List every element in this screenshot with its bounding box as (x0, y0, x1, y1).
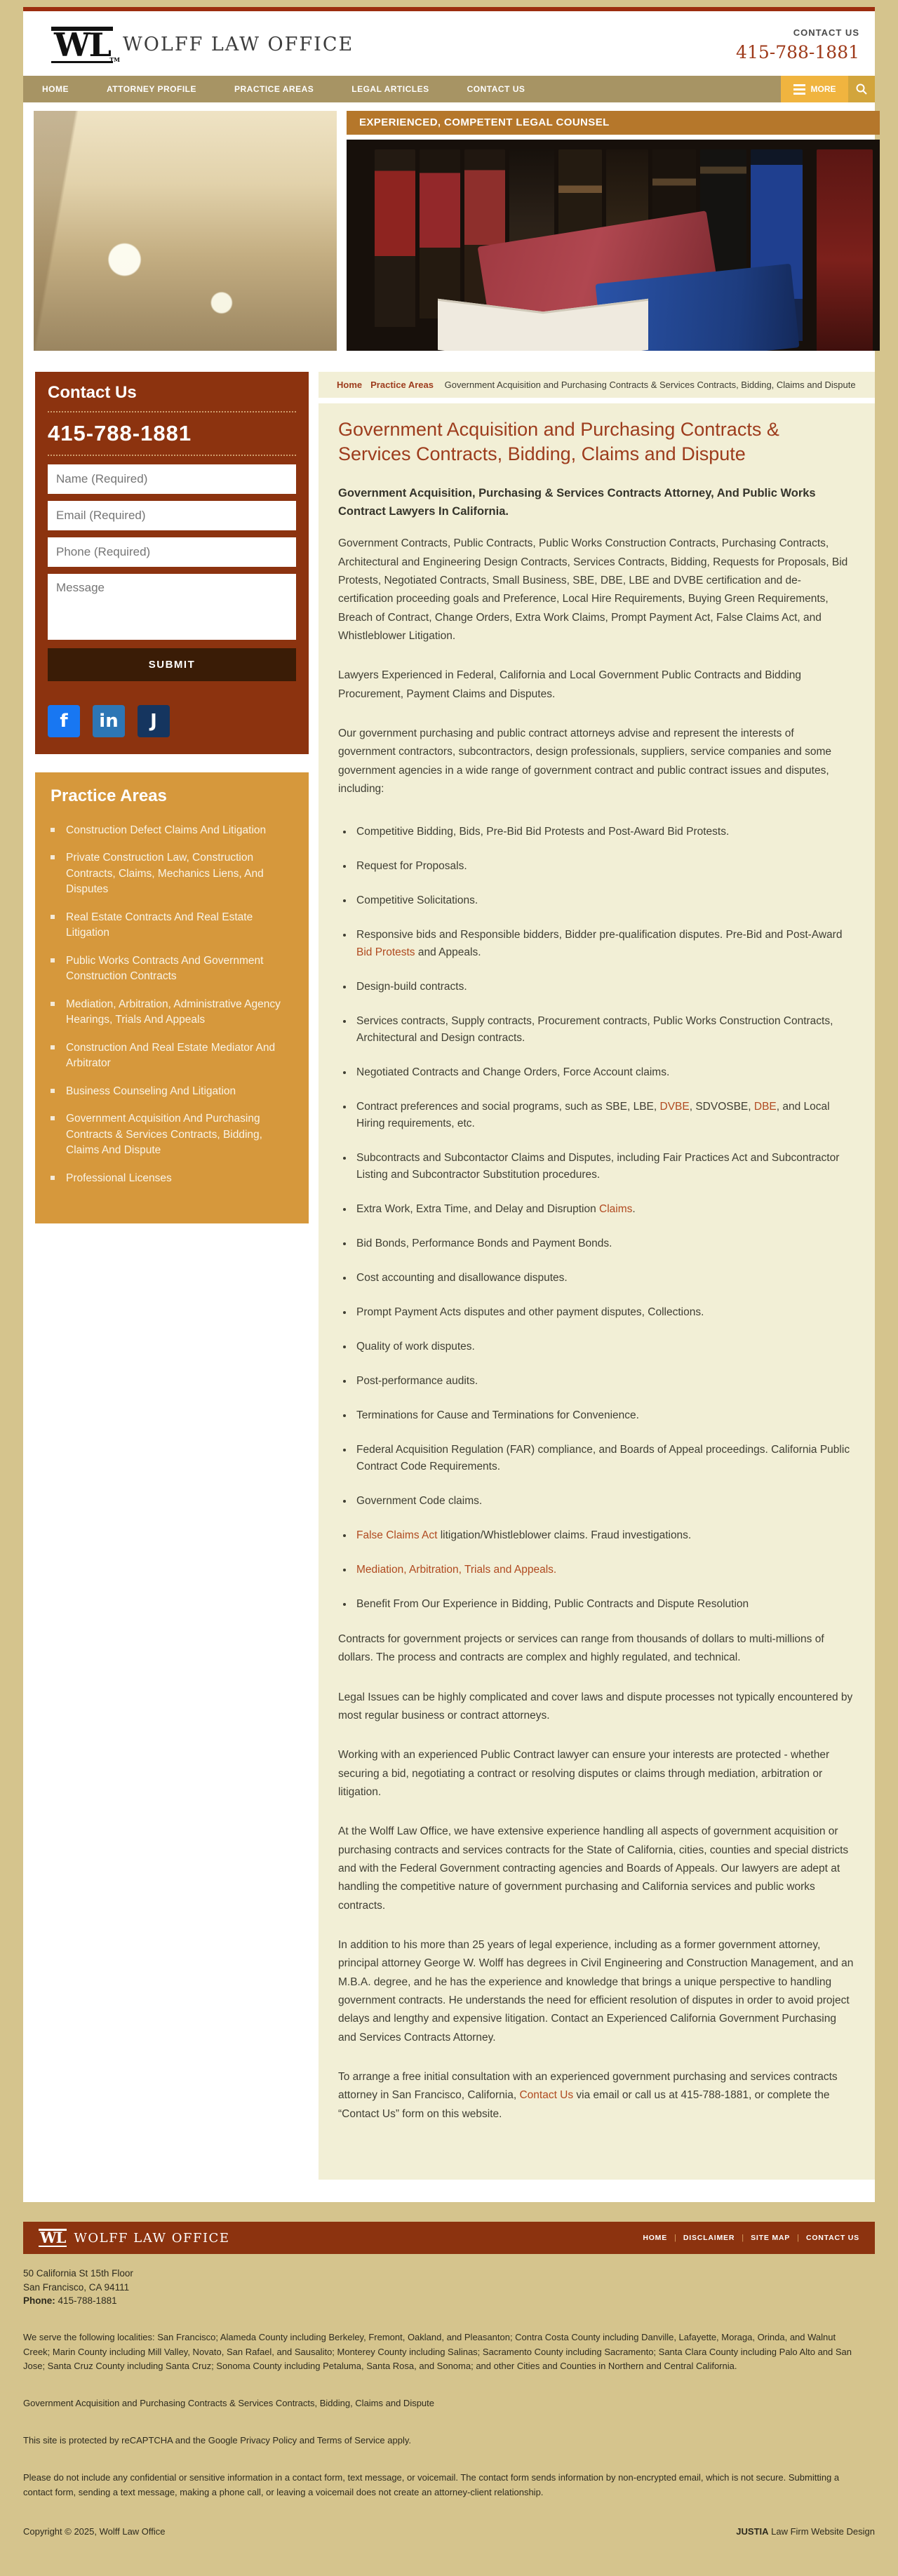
text-segment: Contract preferences and social programs, such as SBE, LBE, (356, 1100, 660, 1113)
practice-areas-box (35, 772, 309, 1223)
linkedin-icon[interactable]: in (93, 705, 125, 737)
practice-areas-title: Practice Areas (51, 786, 167, 805)
text-segment: Benefit From Our Experience in Bidding, Public Contracts and Dispute Resolution (356, 1597, 749, 1610)
recaptcha-notice: This site is protected by reCAPTCHA and the Google Privacy Policy and Terms of Service apply. (23, 2434, 411, 2446)
service-bullet-item (354, 1442, 854, 1475)
body-paragraph (338, 2068, 854, 2124)
footer-logo-monogram: WL (40, 2229, 66, 2247)
text-segment: At the Wolff Law Office, we have extensive experience handling all aspects of government acquisition or purchasing contracts and services contracts for the State of California, cities, counties and special districts and with the Federal Government contracting agencies and Boards of Appeals. Our lawyers are adept at handling the competitive nature of government purchasing and California services and public works contracts. (338, 1825, 849, 1912)
open-book (438, 300, 648, 351)
text-segment: Extra Work, Extra Time, and Delay and Disruption (356, 1202, 600, 1215)
footer-text (23, 2330, 875, 2500)
text-segment: Contracts for government projects or services can range from thousands of dollars to multi-millions of dollars. The process and contracts are complex and highly regulated, and technical. (338, 1632, 824, 1664)
search-button[interactable] (848, 76, 875, 102)
contact-box (35, 372, 309, 754)
inline-text-link[interactable]: Contact Us (519, 2089, 574, 2102)
inline-text-link[interactable]: False Claims Act (356, 1529, 438, 1541)
facebook-icon[interactable]: f (48, 705, 80, 737)
service-bullet-item (354, 927, 854, 960)
breadcrumb-link-home[interactable]: Home (337, 380, 363, 390)
body-paragraph (338, 1630, 854, 1668)
body-paragraph (338, 1689, 854, 1726)
service-bullet-item (354, 1150, 854, 1183)
text-segment: Bid Bonds, Performance Bonds and Payment Bonds. (356, 1237, 612, 1249)
text-segment: Request for Proposals. (356, 860, 467, 873)
inline-text-link[interactable]: DVBE (659, 1100, 690, 1113)
body-paragraph (338, 1746, 854, 1802)
header-phone-number[interactable]: 415-788-1881 (736, 42, 859, 62)
practice-area-link[interactable]: Construction And Real Estate Mediator And Arbitrator (51, 1040, 293, 1072)
nav-item-attorney-profile[interactable]: ATTORNEY PROFILE (107, 84, 197, 94)
divider (48, 411, 296, 412)
text-segment: Design-build contracts. (356, 980, 467, 993)
service-bullet-item (354, 1339, 854, 1355)
courthouse-photo (34, 111, 337, 351)
service-bullet-item (354, 979, 854, 995)
service-bullet-item (354, 1064, 854, 1081)
breadcrumb-links (337, 380, 442, 390)
footer-link-separator: | (674, 2234, 676, 2243)
page-subtitle: Government Acquisition, Purchasing & Services Contracts Attorney, And Public Works Contract Lawyers In California. (338, 487, 816, 518)
footer-link-separator: | (797, 2234, 799, 2243)
nav-spacer (544, 76, 781, 102)
inline-text-link[interactable]: Mediation, Arbitration, Trials and Appeals. (356, 1563, 557, 1576)
practice-area-link[interactable]: Construction Defect Claims And Litigation (51, 823, 293, 838)
more-menu-button[interactable] (781, 76, 848, 102)
practice-areas-list (51, 823, 293, 1186)
practice-area-link[interactable]: Real Estate Contracts And Real Estate Litigation (51, 910, 293, 941)
social-icons (48, 705, 296, 737)
service-bullet-item (354, 1235, 854, 1252)
text-segment: litigation/Whistleblower claims. Fraud investigations. (437, 1529, 692, 1541)
intro-paragraphs (338, 535, 854, 798)
practice-area-link[interactable]: Public Works Contracts And Government Construction Contracts (51, 953, 293, 985)
practice-area-link[interactable]: Private Construction Law, Construction Contracts, Claims, Mechanics Liens, And Disputes (51, 850, 293, 897)
hero-section (23, 102, 875, 361)
nav-item-home[interactable]: HOME (42, 84, 69, 94)
body-paragraph: Lawyers Experienced in Federal, California and Local Government Public Contracts and Bidding Procurement, Payment Claims and Disputes. (338, 669, 801, 700)
text-segment: Post-performance audits. (356, 1374, 478, 1387)
email-field[interactable] (48, 501, 296, 530)
footer-logo[interactable] (39, 2229, 229, 2247)
text-segment: Competitive Bidding, Bids, Pre-Bid Bid Protests and Post-Award Bid Protests. (356, 826, 730, 838)
text-segment: and Appeals. (415, 946, 481, 958)
services-bullet-list (354, 824, 854, 1612)
hero-right-column (347, 111, 880, 351)
practice-area-link[interactable]: Mediation, Arbitration, Administrative Agency Hearings, Trials And Appeals (51, 997, 293, 1028)
service-bullet-item (354, 1270, 854, 1287)
footer-phone-number[interactable]: 415-788-1881 (58, 2295, 117, 2307)
body-paragraph (338, 1823, 854, 1915)
text-segment: via email or call us at 415-788-1881, or complete the “Contact Us” form on this website. (338, 2089, 830, 2120)
service-bullet-item (354, 858, 854, 875)
text-segment: In addition to his more than 25 years of legal experience, including as a former government attorney, principal attorney George W. Wolff has degrees in Civil Engineering and Construction Management, and an M.B.A. degree, and he has the experience and knowledge that brings a unique perspective to handling government contracts. He understands the need for efficient resolution of disputes in order to avoid project delays and lengthy and expensive litigation. Contact an Experienced California Government Purchasing and Services Contracts Attorney. (338, 1938, 854, 2044)
text-segment: , SDVOSBE, (689, 1100, 754, 1113)
address-phone-line (23, 2294, 875, 2308)
service-bullet-item (354, 1493, 854, 1510)
text-segment: Legal Issues can be highly complicated and cover laws and dispute processes not typically encountered by most regular business or contract attorneys. (338, 1691, 853, 1722)
text-segment: Working with an experienced Public Contract lawyer can ensure your interests are protected - whether securing a bid, negotiating a contract or resolving disputes or claims through mediation, arbitration or litigation. (338, 1749, 830, 1798)
footer-link-site-map[interactable]: SITE MAP (751, 2234, 791, 2243)
text-segment: To arrange a free initial consultation with an experienced government purchasing and services contracts attorney in San Francisco, California, (338, 2071, 838, 2102)
header-contact (736, 27, 859, 62)
book-spine (817, 149, 873, 351)
service-bullet-item (354, 1527, 854, 1544)
breadcrumb-link-practice-areas[interactable]: Practice Areas (370, 380, 434, 390)
service-bullet-item (354, 1373, 854, 1390)
message-field[interactable] (48, 574, 296, 640)
nav-items (23, 76, 544, 102)
logo[interactable] (51, 27, 354, 63)
nav-item-contact-us[interactable]: CONTACT US (467, 84, 525, 94)
confidentiality-disclaimer: Please do not include any confidential or sensitive information in a contact form, text message, or voicemail. The contact form sends information by non-encrypted email, which is not secure. Submitting a contact form, sending a text message, making a phone call, or leaving a voicemail does not create an attorney-client relationship. (23, 2471, 840, 2497)
text-segment: Terminations for Cause and Terminations for Convenience. (356, 1409, 639, 1421)
text-segment: Federal Acquisition Regulation (FAR) compliance, and Boards of Appeal proceedings. California Public Contract Code Requirements. (356, 1443, 850, 1473)
main-content (319, 403, 875, 2180)
content-layout (23, 361, 875, 2202)
text-segment: Subcontracts and Subcontactor Claims and Disputes, including Fair Practices Act and Subcontractor Listing and Subcontractor Substitution procedures. (356, 1151, 840, 1181)
text-segment: Responsive bids and Responsible bidders, Bidder pre-qualification disputes. Pre-Bid and Post-Award (356, 929, 843, 941)
contact-box-title: Contact Us (48, 383, 137, 402)
service-bullet-item (354, 824, 854, 840)
service-bullet-item (354, 1596, 854, 1613)
page-title: Government Acquisition and Purchasing Contracts & Services Contracts, Bidding, Claims and Dispute (338, 419, 779, 465)
nav-item-practice-areas[interactable]: PRACTICE AREAS (234, 84, 314, 94)
text-segment: Negotiated Contracts and Change Orders, Force Account claims. (356, 1066, 670, 1078)
footer-practice-line: Government Acquisition and Purchasing Contracts & Services Contracts, Bidding, Claims and Dispute (23, 2398, 435, 2409)
book-spine (420, 149, 460, 318)
text-segment: Prompt Payment Acts disputes and other payment disputes, Collections. (356, 1306, 704, 1318)
more-label: MORE (810, 84, 836, 94)
footer-links (643, 2234, 859, 2242)
site-header (23, 11, 875, 76)
practice-area-link[interactable]: Professional Licenses (51, 1171, 293, 1186)
book-spine (375, 149, 415, 327)
contact-form (48, 464, 296, 640)
contact-us-label: CONTACT US (793, 27, 859, 38)
submit-button[interactable]: SUBMIT (48, 648, 296, 681)
body-paragraph: Our government purchasing and public contract attorneys advise and represent the interests of government contractors, subcontractors, design professionals, suppliers, service companies and some government agencies in a wide range of government contract and public contract issues and disputes, including: (338, 727, 832, 796)
text-segment: , and Local Hiring requirements, etc. (356, 1100, 830, 1129)
breadcrumb (319, 372, 875, 398)
trademark-symbol: TM (109, 56, 121, 63)
text-segment: Services contracts, Supply contracts, Procurement contracts, Public Works Construction Contracts, Architectural and Design contracts. (356, 1014, 833, 1044)
text-segment: Cost accounting and disallowance disputes. (356, 1271, 568, 1284)
logo-monogram: WL TM (51, 27, 113, 63)
address-line-1: 50 California St 15th Floor (23, 2268, 133, 2279)
justia-credit[interactable]: JUSTIA Law Firm Website Design (736, 2526, 875, 2537)
body-paragraph (338, 1936, 854, 2047)
law-books-photo (347, 140, 880, 351)
text-segment: . (632, 1202, 636, 1215)
service-bullet-item (354, 1201, 854, 1218)
service-bullet-item (354, 892, 854, 909)
contact-box-phone[interactable]: 415-788-1881 (48, 421, 192, 445)
text-segment: Quality of work disputes. (356, 1340, 475, 1353)
footer-link-contact-us[interactable]: CONTACT US (805, 2234, 859, 2243)
body-paragraph: Government Contracts, Public Contracts, Public Works Construction Contracts, Purchasing Contracts, Architectural and Engineering Design Contracts, Services Contracts, Bidding, Requests for Proposals, Bid Protests, Negotiated Contracts, Small Business, SBE, DBE, LBE and DVBE certification and de-certification proceeding goals and Preference, Local Hire Requirements, Buying Green Requirements, Breach of Contract, Change Orders, Extra Work Claims, Prompt Payment Act, False Claims Act, and Whistleblower Litigation. (338, 537, 848, 643)
search-icon (855, 83, 868, 95)
localities-paragraph: We serve the following localities: San Francisco; Alameda County including Berkeley, Fremont, Oakland, and Pleasanton; Contra Costa County including Danville, Lafayette, Moraga, Orinda, and Walnut Creek; Marin County including Mill Valley, Novato, San Rafael, and Sausalito; Monterey County including Salinas; Sacramento County including Sacramento; Santa Clara County including Palo Alto and San Jose; Santa Cruz County including Santa Cruz; Sonoma County including Petaluma, Santa Rosa, and Sonoma; and other Cities and Counties in Northern and Central California. (23, 2331, 852, 2372)
practice-area-link[interactable]: Business Counseling And Litigation (51, 1084, 293, 1099)
breadcrumb-current: Government Acquisition and Purchasing Contracts & Services Contracts, Bidding, Claims and Dispute (444, 380, 856, 390)
inline-text-link[interactable]: Bid Protests (356, 946, 415, 958)
phone-label: Phone: (23, 2295, 55, 2307)
sidebar (34, 372, 309, 2180)
footer-bottom (23, 2526, 875, 2576)
nav-item-legal-articles[interactable]: LEGAL ARTICLES (351, 84, 429, 94)
service-bullet-item (354, 1304, 854, 1321)
footer-logo-text: WOLFF LAW OFFICE (74, 2230, 230, 2246)
footer-link-disclaimer[interactable]: DISCLAIMER (683, 2234, 735, 2243)
closing-paragraphs (338, 1630, 854, 2124)
hero-banner: EXPERIENCED, COMPETENT LEGAL COUNSEL (347, 111, 880, 135)
service-bullet-item (354, 1099, 854, 1132)
justia-icon[interactable]: J (138, 705, 170, 737)
hamburger-menu-icon (793, 82, 805, 97)
practice-area-link[interactable]: Government Acquisition And Purchasing Contracts & Services Contracts, Bidding, Claims And Dispute (51, 1111, 293, 1158)
inline-text-link[interactable]: DBE (753, 1100, 777, 1113)
service-bullet-item (354, 1013, 854, 1047)
text-segment: Competitive Solicitations. (356, 894, 478, 907)
logo-text: WOLFF LAW OFFICE (123, 34, 354, 56)
content-column (319, 372, 875, 2180)
copyright-notice: Copyright © 2025, Wolff Law Office (23, 2526, 166, 2537)
address-line-2: San Francisco, CA 94111 (23, 2281, 130, 2293)
footer-bar (23, 2222, 875, 2254)
main-nav (23, 76, 875, 102)
page-container (23, 7, 875, 2202)
divider (48, 455, 296, 456)
phone-field[interactable] (48, 537, 296, 567)
footer-link-separator: | (742, 2234, 744, 2243)
inline-text-link[interactable]: Claims (599, 1202, 633, 1215)
footer-address (23, 2267, 875, 2308)
service-bullet-item (354, 1407, 854, 1424)
service-bullet-item (354, 1562, 854, 1578)
name-field[interactable] (48, 464, 296, 494)
footer-link-home[interactable]: HOME (643, 2234, 668, 2243)
text-segment: Government Code claims. (356, 1494, 483, 1507)
